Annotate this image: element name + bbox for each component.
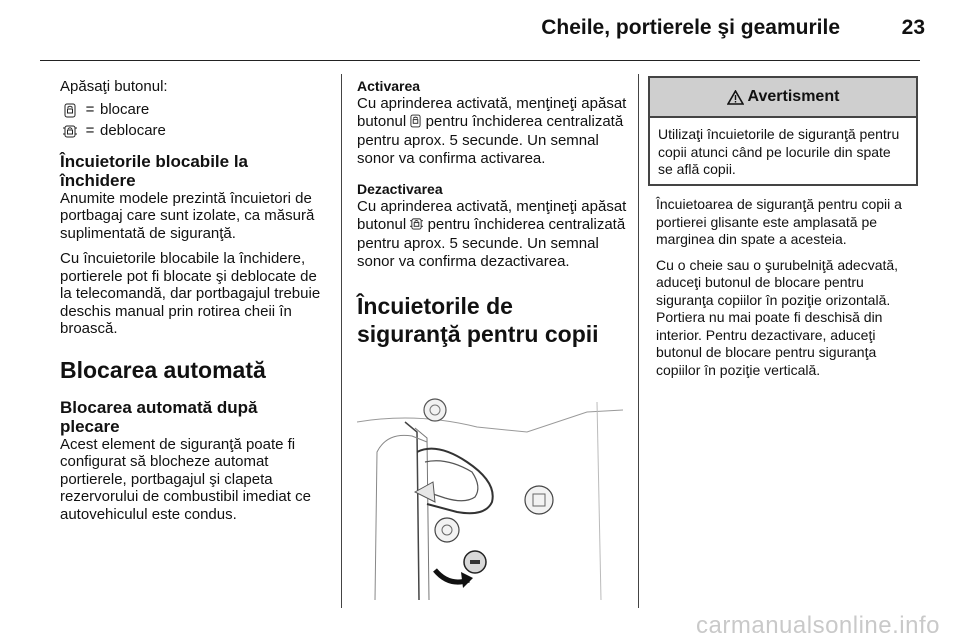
activation-text-b: pentru închiderea centralizată pentru aprox. 5 secunde. Un semnal sonor va confirma activarea.: [357, 112, 624, 167]
activation-text: [357, 95, 629, 167]
key-row-lock: [60, 100, 332, 121]
section-title-dead-locks: Încuietorile blocabile la închidere: [60, 151, 248, 190]
unlock-icon: [410, 216, 423, 236]
equals-sign: =: [85, 101, 95, 119]
child-lock-illustration: [357, 392, 623, 600]
key-label-lock: blocare: [100, 101, 150, 119]
section-title-child-locks: Încuietorile de siguranţă pentru copii: [357, 293, 599, 347]
deactivation-text-a: Cu aprinderea activată, menţineţi apăsat butonul: [357, 198, 627, 233]
intro-text: Apăsaţi butonul:: [60, 78, 168, 95]
column-divider-2: [638, 74, 639, 608]
key-label-unlock: deblocare: [100, 122, 166, 140]
column-1: [60, 78, 332, 531]
column-2: [357, 78, 629, 348]
child-lock-usage-para: Cu o cheie sau o şurubelniţă adecvată, aduceţi butonul de blocare pentru siguranţa copiilor în poziţie orizontală. Portiera nu mai poate fi deschisă din interior. Pentru dezactivare, aduceţi butonul de blocare pentru siguranţa copiilor în poziţie verticală.: [656, 256, 899, 378]
dead-locks-para-2: Cu încuietorile blocabile la închidere, portierele pot fi blocate şi deblocate de la telecomandă, dar portbagajul trebuie deschis manual prin rotirea cheii în broască.: [60, 250, 321, 337]
lock-icon: [60, 103, 80, 118]
subsection-title-auto-lock-after-driving: Blocarea automată după plecare: [60, 397, 258, 436]
equals-sign: =: [85, 122, 95, 140]
auto-lock-para: Acest element de siguranţă poate fi configurat să blocheze automat portierele, portbagajul şi clapeta rezervorului de combustibil imediat ce autovehiculul este condus.: [60, 435, 311, 523]
child-lock-location-para: Încuietoarea de siguranţă pentru copii a portierei glisante este amplasată pe marginea din spate a acesteia.: [656, 196, 902, 247]
watermark-text: carmanualsonline.info: [696, 612, 940, 639]
deactivation-text: [357, 198, 629, 270]
deactivation-title: Dezactivarea: [357, 181, 443, 197]
page-number: 23: [901, 16, 925, 39]
warning-icon: [727, 90, 744, 105]
warning-title: Avertisment: [747, 88, 840, 105]
section-title-automatic-locking: Blocarea automată: [60, 356, 266, 383]
activation-text-a: Cu aprinderea activată, menţineţi apăsat butonul: [357, 95, 627, 130]
header-rule: [40, 60, 920, 61]
column-divider-1: [341, 74, 342, 608]
dead-locks-para-1: Anumite modele prezintă încuietori de portbagaj care sunt izolate, ca măsură suplimentată de siguranţă.: [60, 189, 315, 242]
warning-text: Utilizaţi încuietorile de siguranţă pentru copii atunci când pe locurile din spate se află copii.: [658, 126, 900, 177]
deactivation-text-b: pentru închiderea centralizată pentru aprox. 5 secunde. Un semnal sonor va confirma dezactivarea.: [357, 215, 626, 270]
column-3: [656, 196, 924, 387]
key-row-unlock: [60, 121, 332, 142]
activation-title: Activarea: [357, 78, 421, 94]
page-header-title: Cheile, portierele şi geamurile: [541, 16, 840, 39]
lock-icon: [410, 114, 421, 133]
warning-box: [648, 76, 918, 186]
warning-header: [650, 78, 916, 118]
unlock-icon: [60, 123, 80, 139]
